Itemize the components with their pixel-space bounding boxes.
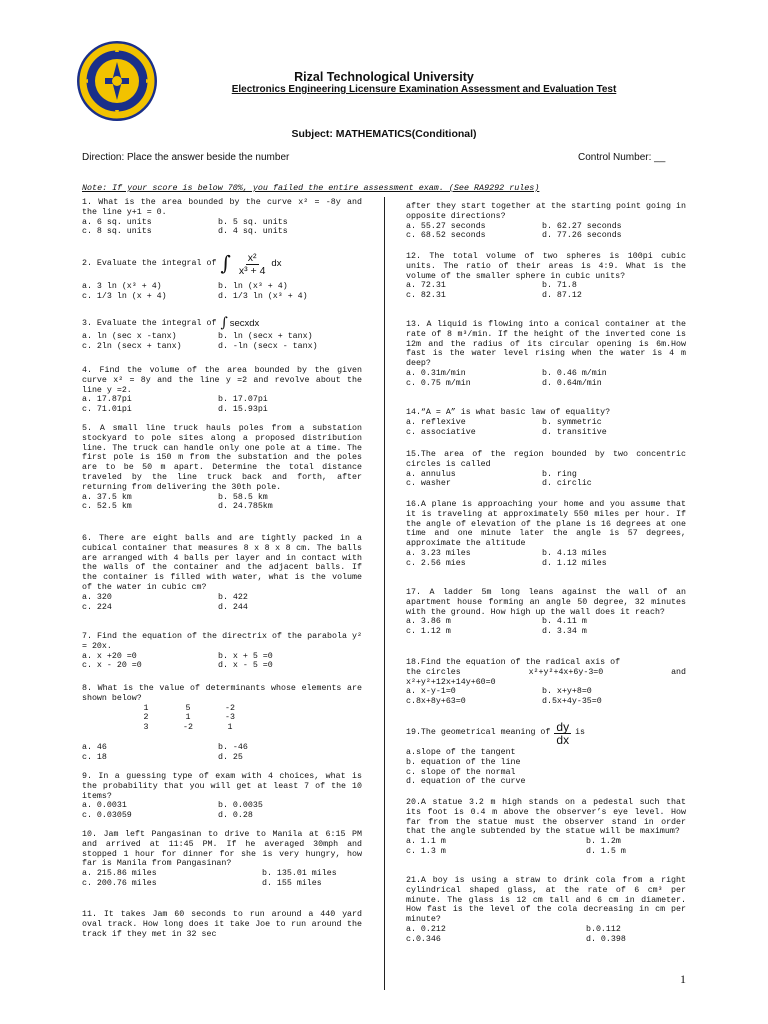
option-b: b. x+y+8=0 [542, 687, 592, 697]
question-3 [82, 316, 362, 352]
question-stem: 1. What is the area bounded by the curve x² = -8y and the line y+1 = 0. [82, 198, 362, 217]
option-b: b. 17.07pi [218, 395, 268, 405]
question-stem: 4. Find the volume of the area bounded by the given curve x² = 8y and the line y =2 and revolve about the line y =2. [82, 366, 362, 395]
question-stem: 9. In a guessing type of exam with 4 choices, what is the probability that you will get at least 7 of the 10 items? [82, 772, 362, 801]
question-stem-part: and [671, 667, 686, 677]
option-d: d. 1/3 ln (x³ + 4) [218, 291, 308, 301]
option-a: a. ln (sec x -tanx) [82, 332, 177, 341]
question-stem-part: is [575, 728, 586, 738]
option-d: d. transitive [542, 427, 607, 437]
option-b: b. ln (x³ + 4) [218, 282, 288, 291]
question-stem: 10. Jam left Pangasinan to drive to Manila at 6:15 PM and arrived at 11:45 PM. If he averaged 30mph and stopped 1 hour for dinner for she is very hungry, how far is Manila from Pangasinan? [82, 830, 362, 869]
subject-heading: Subject: MATHEMATICS(Conditional) [291, 128, 477, 140]
option-c: c. 2.56 mies [406, 558, 466, 568]
option-c: c. 0.75 m/min [406, 378, 471, 388]
circle-equation-1: x²+y²+4x+6y-3=0 [528, 667, 604, 677]
question-stem-part: the circles [406, 667, 461, 677]
question-10 [82, 830, 362, 889]
question-15 [406, 450, 686, 489]
matrix-cell: -2 [183, 723, 193, 733]
option-a: a. 0.0031 [82, 801, 127, 811]
option-b: b. 4.13 miles [542, 548, 607, 558]
option-a: a.slope of the tangent [406, 748, 516, 757]
option-a: a. 320 [82, 592, 112, 602]
circle-equation-2: x²+y²+12x+14y+60=0 [406, 677, 496, 687]
question-stem: 19.The geometrical meaning of [406, 728, 551, 738]
integral-sign: ∫ [220, 315, 228, 332]
question-stem: 6. There are eight balls and are tightly packed in a cubical container that measures 8 x 8 x 8 cm. The balls are arranged with 4 balls per layer and in contact with the walls of the container and the adjacent balls. If the container is filled with water, what is the volume of the water in cubic cm? [82, 534, 362, 592]
column-divider [384, 197, 385, 990]
control-number: Control Number: __ [578, 152, 666, 163]
question-stem: 14.“A = A” is what basic law of equality? [406, 408, 611, 417]
option-c: c. 1.3 m [406, 846, 446, 856]
option-c: c.8x+8y+63=0 [406, 697, 466, 707]
question-stem: 15.The area of the region bounded by two concentric circles is called [406, 450, 686, 469]
option-d: d. 4 sq. units [218, 227, 288, 237]
option-c: c. 1/3 ln (x + 4) [82, 291, 167, 301]
question-6 [82, 534, 362, 612]
question-16 [406, 500, 686, 569]
option-d: d. 1.12 miles [542, 558, 607, 568]
option-c: c. 224 [82, 602, 112, 612]
option-b: b. x + 5 =0 [218, 651, 273, 661]
option-b: b. 62.27 seconds [542, 221, 622, 231]
option-c: c. 8 sq. units [82, 227, 152, 237]
matrix-cell: 1 [185, 713, 191, 723]
question-stem: 8. What is the value of determinants whose elements are shown below? [82, 684, 362, 703]
option-a: a. reflexive [406, 417, 466, 427]
matrix-cell: 1 [227, 723, 233, 733]
question-stem: 12. The total volume of two spheres is 100pi cubic units. The ratio of their areas is 4:9. What is the volume of the smaller sphere in cubic units? [406, 252, 686, 281]
option-a: a. 72.31 [406, 281, 446, 291]
question-stem: 7. Find the equation of the directrix of the parabola y² = 20x. [82, 632, 362, 651]
option-c: c. 52.5 km [82, 502, 132, 512]
option-a: a. 0.212 [406, 924, 446, 934]
question-21 [406, 876, 686, 945]
question-stem: 11. It takes Jam 60 seconds to run around a 440 yard oval track. How long does it take Joe to run around the track if they met in 32 sec [82, 910, 362, 939]
integrand: secxdx [229, 318, 260, 330]
question-stem: 5. A small line truck hauls poles from a substation stockyard to pole sites along a proposed distribution line. The truck can handle only one pole at a time. The first pole is 150 m from the substation and the poles are to be 50 m apart. Determine the total distance traveled by the line truck back and forth, after returning from delivering the 30th pole. [82, 424, 362, 492]
option-b: b. ring [542, 469, 577, 479]
question-11-continued [406, 202, 686, 241]
fraction-denominator: dx [556, 732, 570, 747]
option-d: d. 0.64m/min [542, 378, 602, 388]
matrix-cell: -3 [225, 713, 235, 723]
option-c: c. associative [406, 427, 476, 437]
option-a: a. 46 [82, 742, 107, 752]
university-name: Rizal Technological University [294, 70, 474, 84]
differential: dx [271, 258, 282, 270]
option-d: d.5x+4y-35=0 [542, 697, 602, 707]
option-c: c. 18 [82, 752, 107, 762]
question-14 [406, 408, 686, 437]
question-1 [82, 198, 362, 237]
option-b: b. 58.5 km [218, 492, 268, 502]
determinant-matrix [126, 704, 256, 733]
direction-text: Direction: Place the answer beside the number [82, 152, 290, 163]
option-a: a. annulus [406, 469, 456, 479]
option-d: d. 15.93pi [218, 405, 268, 415]
option-a: a. x +20 =0 [82, 651, 137, 661]
option-d: d. 155 miles [262, 878, 322, 888]
question-20 [406, 798, 686, 857]
option-b: b. equation of the line [406, 757, 521, 767]
option-b: b.0.112 [586, 924, 621, 934]
option-c: c.0.346 [406, 934, 441, 944]
option-a: a. 3 ln (x³ + 4) [82, 282, 162, 291]
option-d: d. 77.26 seconds [542, 231, 622, 241]
option-b: b. 135.01 miles [262, 869, 337, 879]
integrand-fraction [237, 252, 268, 277]
question-17 [406, 588, 686, 637]
option-a: a. x-y-1=0 [406, 687, 456, 697]
option-a: a. 0.31m/min [406, 368, 466, 378]
option-b: b. ln (secx + tanx) [218, 332, 313, 341]
option-d: d. 244 [218, 602, 248, 612]
option-b: b. -46 [218, 742, 248, 752]
question-19 [406, 718, 686, 787]
option-c: c. 2ln (secx + tanx) [82, 341, 182, 351]
option-c: c. 0.03059 [82, 811, 132, 821]
option-a: a. 55.27 seconds [406, 221, 486, 231]
note-text: Note: If your score is below 70%, you failed the entire assessment exam. (See RA9292 rules) [82, 183, 540, 193]
option-d: d. x - 5 =0 [218, 661, 273, 671]
question-4 [82, 366, 362, 415]
option-a: a. 215.86 miles [82, 869, 157, 879]
matrix-cell: 3 [143, 723, 149, 733]
option-a: a. 17.87pi [82, 395, 132, 405]
integral-sign: ∫ [220, 251, 231, 276]
option-c: c. slope of the normal [406, 767, 516, 777]
question-12 [406, 252, 686, 301]
option-b: b. 4.11 m [542, 617, 587, 627]
option-c: c. 200.76 miles [82, 878, 157, 888]
option-b: b. 0.0035 [218, 801, 263, 811]
question-13 [406, 320, 686, 389]
matrix-cell: 1 [143, 703, 149, 713]
question-stem: 13. A liquid is flowing into a conical container at the rate of 8 m³/min. If the height of the inverted cone is 12m and the radius of its circular opening is 6m.How fast is the water level rising when the water is 4 m deep? [406, 320, 686, 369]
question-stem: 20.A statue 3.2 m high stands on a pedestal such that its foot is 0.4 m above the observer’s eye level. How far from the statue must the observer stand in order that the angle subtended by the statue will be maximum? [406, 798, 686, 837]
question-7 [82, 632, 362, 671]
option-a: a. 1.1 m [406, 837, 446, 847]
option-c: c. 82.31 [406, 291, 446, 301]
option-a: a. 6 sq. units [82, 217, 152, 227]
fraction-numerator: dy [556, 719, 570, 734]
question-stem: 3. Evaluate the integral of [82, 319, 217, 329]
option-b: b. 5 sq. units [218, 217, 288, 227]
option-b: b. 71.8 [542, 281, 577, 291]
option-d: d. equation of the curve [406, 777, 526, 787]
option-b: b. 1.2m [586, 837, 621, 847]
test-title: Electronics Engineering Licensure Examination Assessment and Evaluation Test [231, 84, 617, 95]
option-a: a. 3.86 m [406, 617, 451, 627]
option-c: c. 68.52 seconds [406, 231, 486, 241]
fraction-numerator: x² [247, 251, 257, 264]
question-2 [82, 250, 362, 302]
option-d: d. 24.785km [218, 502, 273, 512]
option-a: a. 37.5 km [82, 492, 132, 502]
option-d: d. 3.34 m [542, 627, 587, 637]
option-c: c. x - 20 =0 [82, 661, 142, 671]
option-b: b. 422 [218, 592, 248, 602]
option-a: a. 3.23 miles [406, 548, 471, 558]
option-d: d. circlic [542, 479, 592, 489]
question-stem: after they start together at the starting point going in opposite directions? [406, 202, 686, 221]
page-number: 1 [680, 972, 686, 986]
question-18 [406, 658, 686, 707]
question-stem: 18.Find the equation of the radical axis of [406, 658, 621, 667]
option-c: c. 71.01pi [82, 405, 132, 415]
matrix-cell: 5 [185, 703, 191, 713]
question-stem: 2. Evaluate the integral of [82, 259, 217, 269]
question-stem: 21.A boy is using a straw to drink cola from a right cylindrical shaped glass, at the rate of 6 cm³ per minute. The glass is 12 cm tall and 6 cm in diameter. How fast is the level of the cola decreasing in cm per minute? [406, 876, 686, 925]
question-8 [82, 684, 362, 763]
derivative-fraction [554, 721, 571, 746]
matrix-cell: -2 [225, 703, 235, 713]
matrix-cell: 2 [143, 713, 149, 723]
option-d: d. 0.28 [218, 811, 253, 821]
option-d: d. 87.12 [542, 291, 582, 301]
option-d: d. 25 [218, 752, 243, 762]
option-b: b. 0.46 m/min [542, 368, 607, 378]
question-stem: 16.A plane is approaching your home and you assume that it is traveling at approximately 550 miles per hour. If the angle of elevation of the plane is 16 degrees at one time and one minute later the angle is 57 degrees, approximate the altitude [406, 500, 686, 549]
question-9 [82, 772, 362, 821]
option-c: c. washer [406, 479, 451, 489]
fraction-denominator: x³ + 4 [238, 264, 266, 277]
question-11 [82, 910, 362, 939]
question-stem: 17. A ladder 5m long leans against the wall of an apartment house forming an angle 50 degree, 32 minutes with the ground. How high up the wall does it reach? [406, 588, 686, 617]
option-d: d. 1.5 m [586, 846, 626, 856]
option-d: d. -ln (secx - tanx) [218, 341, 318, 351]
question-5 [82, 424, 362, 512]
option-b: b. symmetric [542, 417, 602, 427]
option-d: d. 0.398 [586, 934, 626, 944]
option-c: c. 1.12 m [406, 627, 451, 637]
